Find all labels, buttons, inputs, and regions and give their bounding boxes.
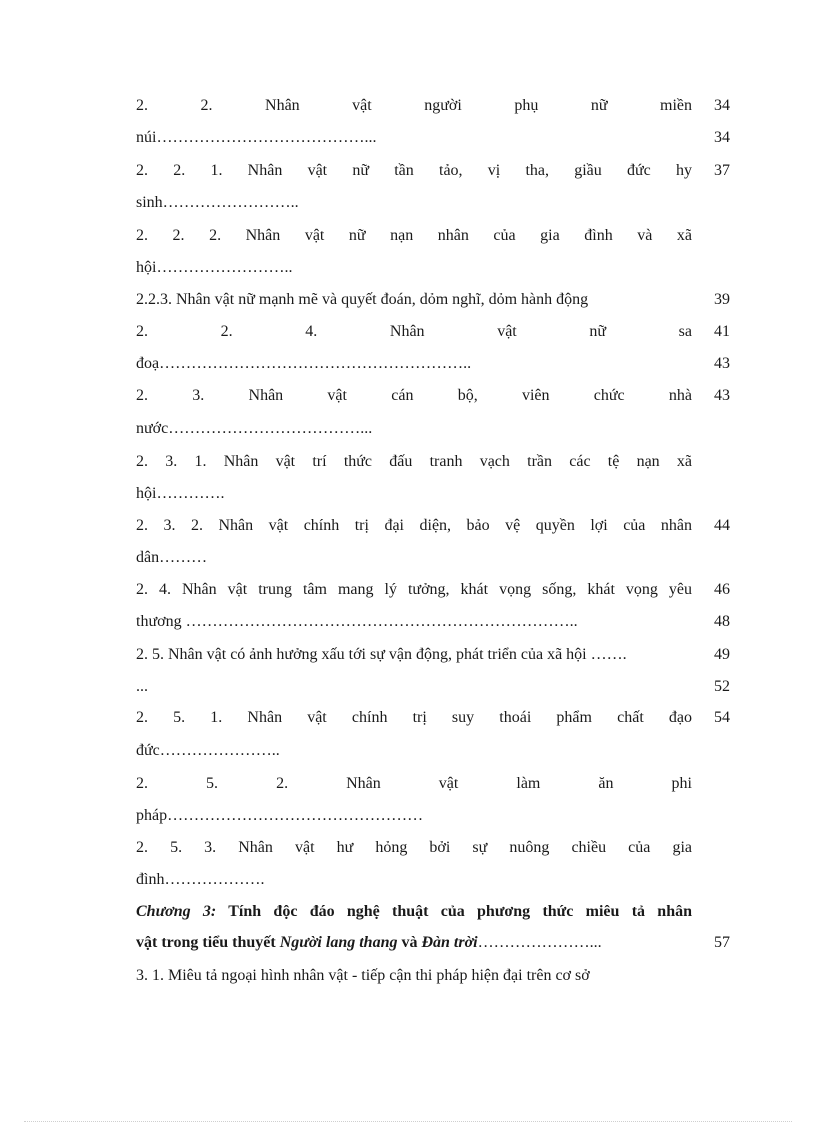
toc-line[interactable]: sinh…………………….. bbox=[136, 194, 299, 211]
toc-line[interactable]: hội…………. bbox=[136, 485, 225, 502]
toc-line[interactable]: 2.2.3. Nhân vật nữ mạnh mẽ và quyết đoán, dỏm nghĩ, dỏm hành động bbox=[136, 291, 589, 308]
toc-line[interactable]: 2. 5. 3. Nhân vật hư hỏng bởi sự nuông chiều của gia bbox=[136, 839, 692, 856]
toc-line[interactable]: đoạ………………………………………………….. bbox=[136, 355, 472, 372]
toc-line[interactable]: 2. 5. Nhân vật có ảnh hưởng xấu tới sự vận động, phát triển của xã hội ……. bbox=[136, 646, 627, 663]
conjunction: và bbox=[397, 934, 422, 951]
toc-line[interactable]: 2. 2. Nhân vật người phụ nữ miền bbox=[136, 97, 692, 114]
toc-line[interactable]: đức………………….. bbox=[136, 742, 280, 759]
toc-line[interactable]: 2. 3. 2. Nhân vật chính trị đại diện, bảo vệ quyền lợi của nhân bbox=[136, 517, 692, 534]
page-number: 34 bbox=[714, 97, 730, 114]
page-number: 57 bbox=[714, 934, 730, 951]
toc-line[interactable]: ... bbox=[136, 678, 148, 695]
page-bottom-rule bbox=[24, 1121, 792, 1122]
page-number: 43 bbox=[714, 355, 730, 372]
page-number: 37 bbox=[714, 162, 730, 179]
toc-line[interactable]: 2. 4. Nhân vật trung tâm mang lý tưởng, khát vọng sống, khát vọng yêu bbox=[136, 581, 692, 598]
chapter-3-label: Chương 3: bbox=[136, 903, 217, 920]
chapter-3-heading-cont[interactable] bbox=[136, 931, 692, 955]
toc-line[interactable]: thương ……………………………………………………………….. bbox=[136, 613, 578, 630]
toc-line[interactable]: pháp………………………………………… bbox=[136, 807, 424, 824]
page-number: 44 bbox=[714, 517, 730, 534]
toc-line[interactable]: 2. 2. 1. Nhân vật nữ tần tảo, vị tha, giầu đức hy bbox=[136, 162, 692, 179]
chapter-3-title-part1: Tính độc đáo nghệ thuật của phương thức miêu tả nhân bbox=[216, 903, 692, 920]
toc-line[interactable]: 2. 5. 1. Nhân vật chính trị suy thoái phẩm chất đạo bbox=[136, 709, 692, 726]
toc-line-last[interactable]: 3. 1. Miêu tả ngoại hình nhân vật - tiếp cận thi pháp hiện đại trên cơ sở bbox=[136, 967, 590, 984]
page-number: 49 bbox=[714, 646, 730, 663]
page-number: 54 bbox=[714, 709, 730, 726]
novel-title-2: Đàn trời bbox=[421, 934, 478, 951]
page-number: 34 bbox=[714, 129, 730, 146]
chapter-3-title-part2: vật trong tiểu thuyết bbox=[136, 934, 280, 951]
toc-line[interactable]: hội…………………….. bbox=[136, 259, 293, 276]
toc-line[interactable]: 2. 3. 1. Nhân vật trí thức đấu tranh vạch trần các tệ nạn xã bbox=[136, 453, 692, 470]
page-number: 39 bbox=[714, 291, 730, 308]
page-number: 48 bbox=[714, 613, 730, 630]
page-number: 43 bbox=[714, 387, 730, 404]
page-number: 41 bbox=[714, 323, 730, 340]
toc-line[interactable]: 2. 3. Nhân vật cán bộ, viên chức nhà bbox=[136, 387, 692, 404]
novel-title-1: Người lang thang bbox=[279, 934, 398, 951]
leader-dots: …………………... bbox=[477, 934, 602, 951]
toc-line[interactable]: núi…………………………………... bbox=[136, 129, 377, 146]
chapter-3-heading[interactable] bbox=[136, 900, 692, 924]
toc-line[interactable]: 2. 5. 2. Nhân vật làm ăn phi bbox=[136, 775, 692, 792]
toc-line[interactable]: đình………………. bbox=[136, 871, 265, 888]
toc-line[interactable]: nước………………………………... bbox=[136, 420, 373, 437]
toc-line[interactable]: 2. 2. 2. Nhân vật nữ nạn nhân của gia đình và xã bbox=[136, 227, 692, 244]
toc-line[interactable]: 2. 2. 4. Nhân vật nữ sa bbox=[136, 323, 692, 340]
toc-line[interactable]: dân……… bbox=[136, 549, 208, 566]
page-number: 46 bbox=[714, 581, 730, 598]
page-number: 52 bbox=[714, 678, 730, 695]
